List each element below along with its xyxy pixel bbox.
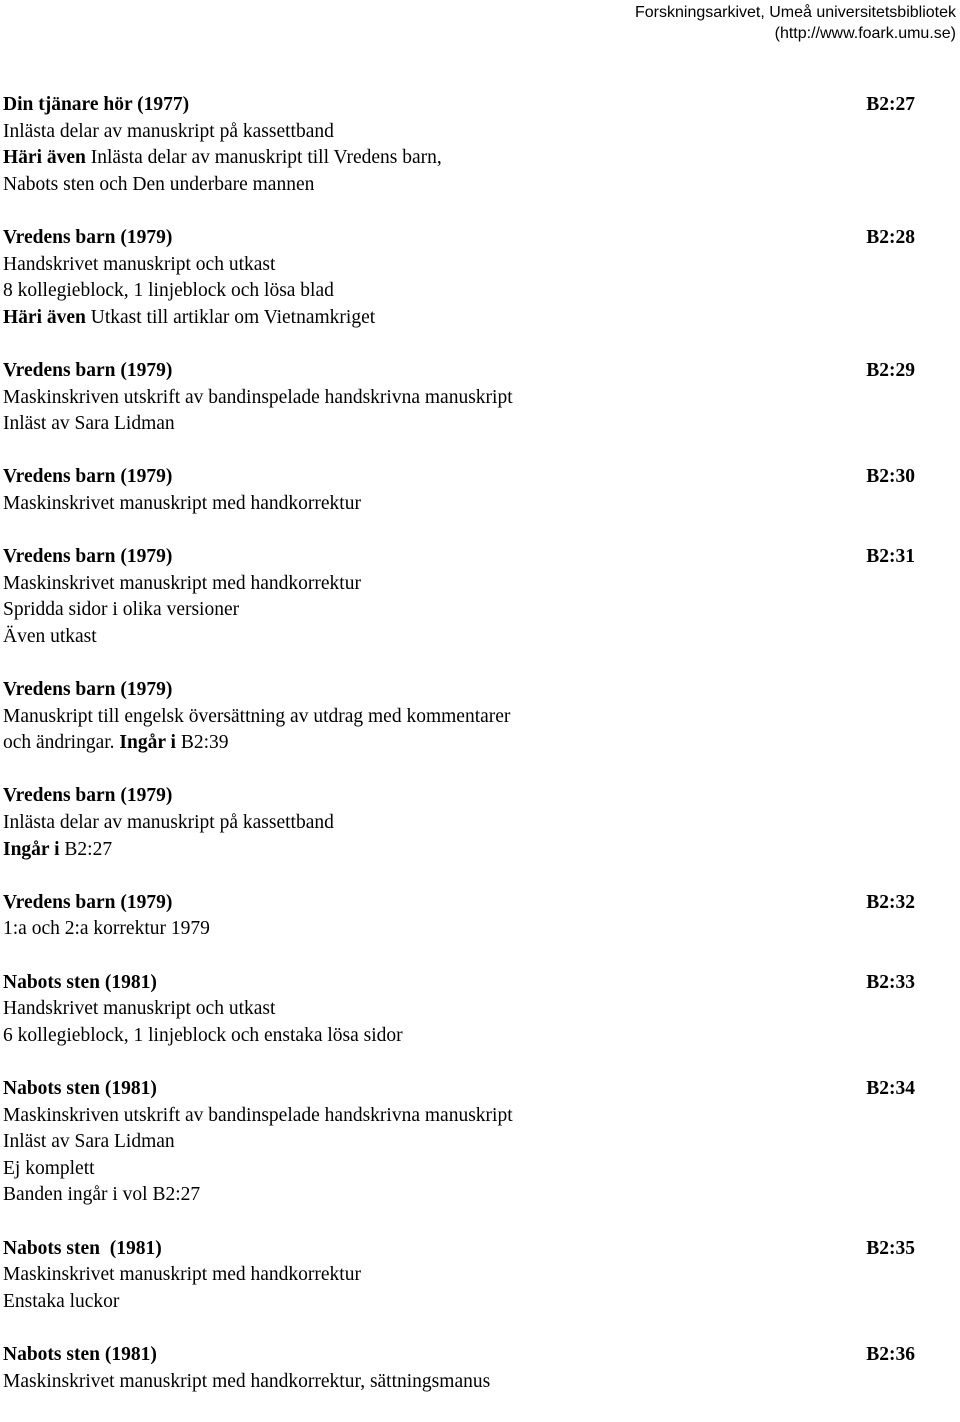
entry-line: Häri även Inlästa delar av manuskript till Vredens barn, [3, 147, 442, 169]
entry-line: Banden ingår i vol B2:27 [3, 1184, 201, 1206]
entry-line: Maskinskrivet manuskript med handkorrektur, sättningsmanus [3, 1370, 491, 1392]
entry-title: Nabots sten (1981) [3, 1343, 157, 1365]
entry-line: Spridda sidor i olika versioner [3, 599, 240, 621]
entry-line: 6 kollegieblock, 1 linjeblock och enstaka lösa sidor [3, 1024, 403, 1046]
catalog-entry [3, 544, 915, 650]
entry-line: Maskinskriven utskrift av bandinspelade handskrivna manuskript [3, 1104, 513, 1126]
entry-title-row [3, 544, 915, 571]
entry-line: Inläst av Sara Lidman [3, 413, 175, 435]
entry-title-row [3, 358, 915, 385]
catalog-entry [3, 1076, 915, 1209]
entry-line: Maskinskriven utskrift av bandinspelade handskrivna manuskript [3, 386, 513, 408]
volume-code: B2:36 [866, 1343, 915, 1365]
entry-title: Nabots sten (1981) [3, 971, 157, 993]
volume-code: B2:35 [866, 1237, 915, 1259]
entry-line: Maskinskrivet manuskript med handkorrektur [3, 492, 361, 514]
entry-title: Vredens barn (1979) [3, 891, 173, 913]
volume-code: B2:33 [866, 971, 915, 993]
catalog-entry [3, 677, 915, 757]
volume-code: B2:28 [866, 226, 915, 248]
entry-line: Manuskript till engelsk översättning av utdrag med kommentarer [3, 705, 511, 727]
entry-line: Maskinskrivet manuskript med handkorrektur [3, 1264, 361, 1286]
volume-code: B2:27 [866, 94, 915, 115]
entry-line: Handskrivet manuskript och utkast [3, 253, 276, 275]
entry-title-row [3, 1236, 915, 1263]
entry-line: Även utkast [3, 625, 97, 647]
entry-title-row [3, 92, 915, 119]
entry-line: Häri även Utkast till artiklar om Vietnamkriget [3, 306, 376, 328]
entry-line: Enstaka luckor [3, 1290, 120, 1312]
volume-code: B2:34 [866, 1077, 915, 1099]
entry-title-row [3, 890, 915, 917]
catalog-entry [3, 970, 915, 1050]
volume-code: B2:29 [866, 359, 915, 381]
entry-title: Vredens barn (1979) [3, 226, 173, 248]
catalog-entry [3, 358, 915, 438]
entry-title-row [3, 783, 915, 810]
entry-line: Inläst av Sara Lidman [3, 1131, 175, 1153]
entry-title: Vredens barn (1979) [3, 359, 173, 381]
entry-title: Vredens barn (1979) [3, 785, 173, 807]
archive-header [635, 2, 956, 44]
catalog-entry [3, 225, 915, 331]
included-in-label: Ingår i [119, 732, 176, 754]
catalog-entry [3, 1236, 915, 1316]
entry-title: Nabots sten (1981) [3, 1077, 157, 1099]
see-also-label: Häri även [3, 147, 86, 169]
entry-title: Din tjänare hör (1977) [3, 94, 190, 115]
entry-title-row [3, 1342, 915, 1369]
see-also-label: Häri även [3, 306, 86, 328]
catalog-entry [3, 92, 915, 198]
included-in-label: Ingår i [3, 838, 60, 860]
volume-code: B2:31 [866, 546, 915, 568]
entry-title: Vredens barn (1979) [3, 546, 173, 568]
catalog-entry [3, 464, 915, 517]
entry-line: Ingår i B2:27 [3, 838, 113, 860]
entry-line: 1:a och 2:a korrektur 1979 [3, 918, 210, 940]
entry-line: Ej komplett [3, 1157, 95, 1179]
entry-title-row [3, 464, 915, 491]
entry-line: Maskinskrivet manuskript med handkorrektur [3, 572, 361, 594]
entry-title: Vredens barn (1979) [3, 466, 173, 488]
entry-title-row [3, 225, 915, 252]
entry-title: Nabots sten (1981) [3, 1237, 162, 1259]
entry-line: Nabots sten och Den underbare mannen [3, 173, 315, 195]
entry-title-row [3, 970, 915, 997]
archive-name: Forskningsarkivet, Umeå universitetsbibliotek [634, 4, 956, 21]
catalog-list [3, 92, 915, 1422]
entry-title-row [3, 1076, 915, 1103]
entry-title: Vredens barn (1979) [3, 679, 173, 701]
entry-line: Handskrivet manuskript och utkast [3, 998, 276, 1020]
volume-code: B2:32 [866, 891, 915, 913]
entry-title-row [3, 677, 915, 704]
catalog-entry [3, 890, 915, 943]
entry-line: och ändringar. Ingår i B2:39 [3, 732, 229, 754]
entry-line: 8 kollegieblock, 1 linjeblock och lösa blad [3, 280, 334, 302]
archive-url: (http://www.foark.umu.se) [774, 25, 956, 42]
entry-line: Inlästa delar av manuskript på kassettband [3, 812, 334, 834]
volume-code: B2:30 [866, 466, 915, 488]
catalog-entry [3, 1342, 915, 1395]
catalog-entry [3, 783, 915, 863]
entry-line: Inlästa delar av manuskript på kassettband [3, 120, 334, 142]
